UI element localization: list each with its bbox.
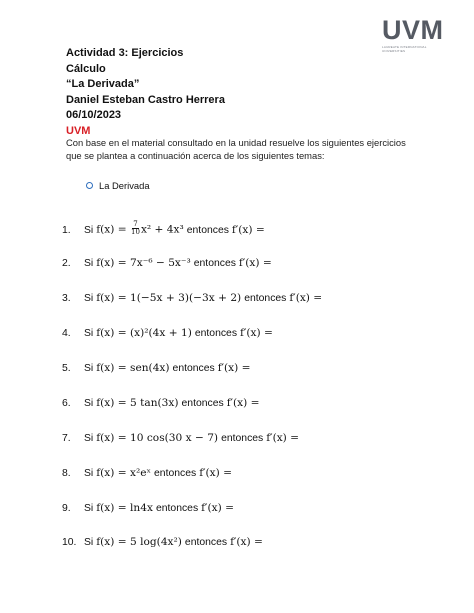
course-name: Cálculo bbox=[66, 62, 106, 75]
si-word: Si bbox=[84, 293, 94, 304]
function-rhs: x² + 4x³ bbox=[140, 223, 184, 236]
exercise-number: 2. bbox=[62, 258, 71, 269]
derivative-expression: f′(x) = bbox=[201, 502, 234, 514]
circle-bullet-icon bbox=[86, 182, 93, 189]
topic-label: La Derivada bbox=[99, 180, 150, 191]
entonces-word: entonces bbox=[154, 468, 197, 479]
si-word: Si bbox=[84, 537, 94, 548]
exercise-number: 9. bbox=[62, 503, 71, 514]
fraction bbox=[131, 221, 140, 236]
exercise-number: 10. bbox=[62, 537, 77, 548]
entonces-word: entonces bbox=[172, 363, 215, 374]
function-lhs: f(x) = bbox=[96, 536, 127, 548]
function-definition bbox=[96, 432, 218, 444]
function-definition bbox=[96, 467, 151, 479]
function-lhs: f(x) = bbox=[96, 397, 127, 409]
entonces-word: entonces bbox=[221, 433, 264, 444]
document-header bbox=[66, 46, 225, 140]
function-definition bbox=[96, 222, 184, 237]
derivative-expression: f′(x) = bbox=[226, 397, 260, 409]
entonces-word: entonces bbox=[194, 328, 238, 339]
exercise-item bbox=[62, 536, 266, 548]
exercise-number: 4. bbox=[62, 328, 71, 339]
si-word: Si bbox=[84, 398, 94, 409]
derivative-expression: f′(x) = bbox=[238, 257, 272, 269]
function-rhs: ln4x bbox=[130, 502, 153, 514]
author-name: Daniel Esteban Castro Herrera bbox=[66, 93, 225, 106]
si-word: Si bbox=[84, 503, 94, 514]
topic-title: “La Derivada” bbox=[66, 78, 140, 91]
function-lhs: f(x) = bbox=[96, 327, 127, 339]
function-rhs: 5 log(4x²) bbox=[130, 536, 182, 548]
exercise-number: 6. bbox=[62, 398, 71, 409]
activity-title: Actividad 3: Ejercicios bbox=[66, 47, 184, 59]
entonces-word: entonces bbox=[155, 503, 199, 514]
derivative-expression: f′(x) = bbox=[230, 536, 263, 548]
function-lhs: f(x) = bbox=[96, 502, 127, 514]
function-lhs: f(x) = bbox=[96, 362, 127, 374]
exercise-number: 3. bbox=[62, 293, 71, 304]
exercise-item bbox=[62, 432, 302, 444]
function-lhs: f(x) = bbox=[96, 292, 127, 304]
logo-tagline: LAUREATE INTERNATIONAL UNIVERSITIES bbox=[382, 45, 427, 53]
entonces-word: entonces bbox=[244, 293, 287, 304]
fraction-numerator: 7 bbox=[133, 220, 138, 228]
intro-paragraph: Con base en el material consultado en la unidad resuelve los siguientes ejercicios que se plantea a continuación acerca de los siguientes temas: bbox=[66, 137, 406, 161]
topic-list-item bbox=[86, 180, 150, 191]
exercise-item bbox=[62, 397, 263, 409]
function-definition bbox=[96, 397, 178, 409]
exercise-item bbox=[62, 257, 275, 269]
function-rhs: 7x⁻⁶ − 5x⁻³ bbox=[130, 257, 191, 269]
logo-mark: UVM bbox=[382, 15, 444, 45]
si-word: Si bbox=[84, 328, 94, 339]
si-word: Si bbox=[84, 258, 94, 269]
document-date: 06/10/2023 bbox=[66, 109, 122, 122]
function-lhs: f(x) = bbox=[96, 432, 127, 444]
derivative-expression: f′(x) = bbox=[231, 223, 265, 236]
function-definition bbox=[96, 257, 191, 269]
fraction-denominator: 10 bbox=[131, 228, 140, 236]
function-rhs: x²eˣ bbox=[130, 467, 152, 479]
entonces-word: entonces bbox=[184, 537, 228, 548]
exercise-item bbox=[62, 502, 237, 514]
derivative-expression: f′(x) = bbox=[199, 467, 232, 479]
function-definition bbox=[96, 292, 241, 304]
si-word: Si bbox=[84, 224, 94, 236]
exercise-item bbox=[62, 362, 254, 374]
exercise-number: 8. bbox=[62, 468, 71, 479]
function-rhs: 10 cos(30 x − 7) bbox=[130, 432, 219, 444]
function-lhs: f(x) = bbox=[96, 257, 127, 269]
function-rhs: sen(4x) bbox=[130, 362, 170, 374]
si-word: Si bbox=[84, 433, 94, 444]
exercise-item bbox=[62, 467, 235, 479]
exercise-number: 5. bbox=[62, 363, 71, 374]
function-rhs: (x)²(4x + 1) bbox=[130, 327, 192, 339]
function-definition bbox=[96, 362, 169, 374]
function-lhs: f(x) = bbox=[96, 223, 127, 236]
exercise-item bbox=[62, 327, 276, 339]
entonces-word: entonces bbox=[193, 258, 236, 269]
exercise-item bbox=[62, 222, 268, 237]
exercise-number: 1. bbox=[62, 224, 71, 236]
entonces-word: entonces bbox=[181, 398, 224, 409]
function-lhs: f(x) = bbox=[96, 467, 127, 479]
derivative-expression: f′(x) = bbox=[289, 292, 323, 304]
exercise-item bbox=[62, 292, 325, 304]
derivative-expression: f′(x) = bbox=[217, 362, 251, 374]
si-word: Si bbox=[84, 468, 94, 479]
function-definition bbox=[96, 502, 153, 514]
derivative-expression: f′(x) = bbox=[240, 327, 273, 339]
si-word: Si bbox=[84, 363, 94, 374]
derivative-expression: f′(x) = bbox=[266, 432, 300, 444]
function-rhs: 1(−5x + 3)(−3x + 2) bbox=[130, 292, 242, 304]
function-definition bbox=[96, 536, 182, 548]
exercise-number: 7. bbox=[62, 433, 71, 444]
uvm-logo bbox=[382, 15, 448, 53]
function-definition bbox=[96, 327, 192, 339]
entonces-word: entonces bbox=[186, 224, 229, 236]
institution: UVM bbox=[66, 124, 91, 137]
function-rhs: 5 tan(3x) bbox=[130, 397, 179, 409]
